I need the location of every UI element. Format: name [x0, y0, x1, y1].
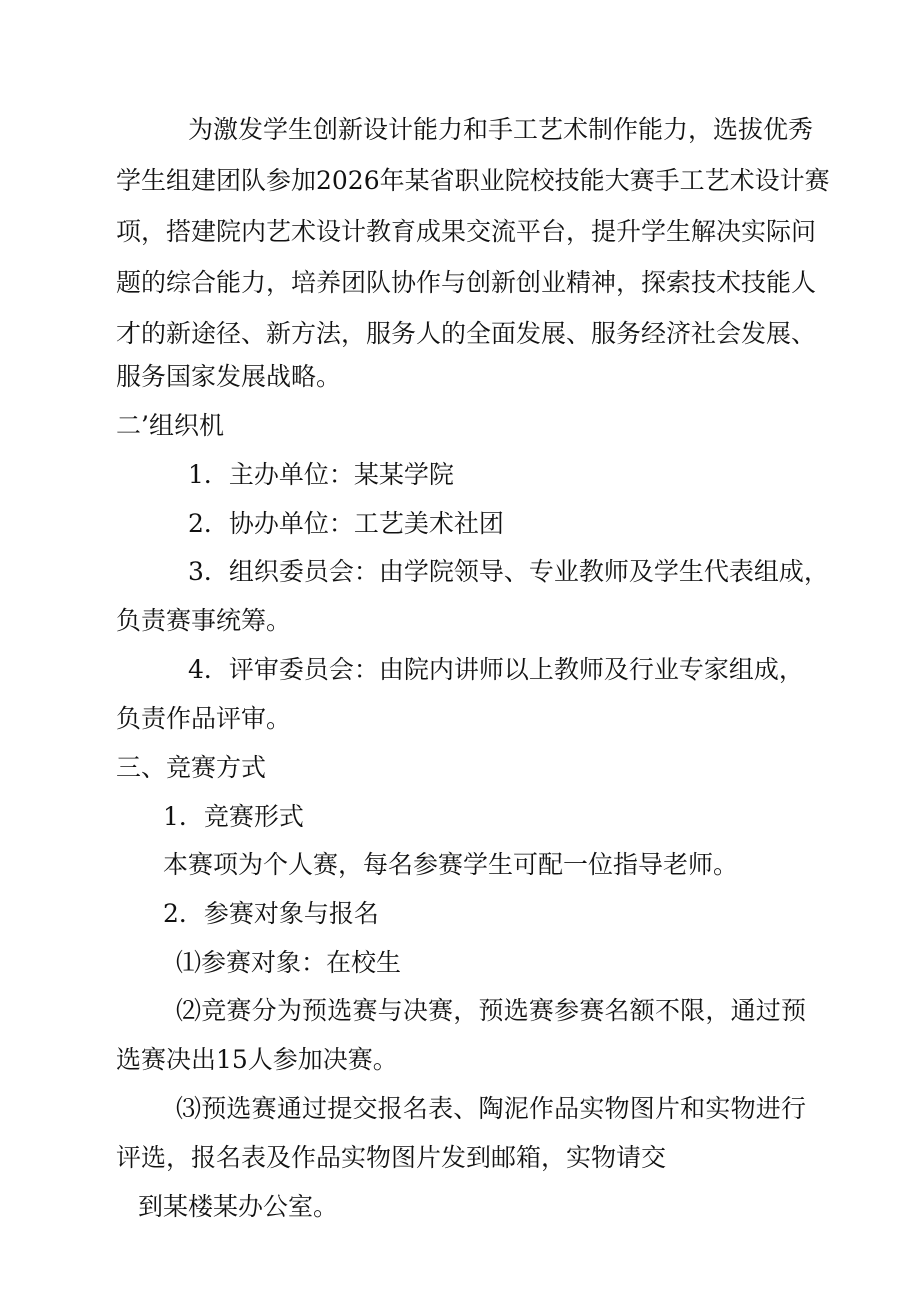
intro-line-2: 学生组建团队参加2026年某省职业院校技能大赛手工艺术设计赛 [116, 166, 830, 195]
section3-sub2-line-3: 选赛决出15人参加决赛。 [116, 1045, 398, 1074]
section2-item-4-cont: 负责作品评审。 [116, 704, 292, 733]
section3-sub2-line-2: ⑵竞赛分为预选赛与决赛，预选赛参赛名额不限，通过预 [176, 996, 806, 1025]
section2-item-4: 4．评审委员会：由院内讲师以上教师及行业专家组成， [188, 655, 804, 684]
section2-heading: 二’组织机 [116, 411, 224, 440]
section2-item-3-cont: 负责赛事统筹。 [116, 606, 292, 635]
intro-line-1: 为激发学生创新设计能力和手工艺术制作能力，选拔优秀 [188, 115, 814, 144]
intro-line-4: 题的综合能力，培养团队协作与创新创业精神，探索技术技能人 [116, 268, 817, 297]
section2-item-1: 1．主办单位：某某学院 [188, 460, 454, 489]
intro-line-3: 项，搭建院内艺术设计教育成果交流平台，提升学生解决实际问 [116, 217, 817, 246]
intro-line-5: 才的新途径、新方法，服务人的全面发展、服务经济社会发展、 [116, 319, 817, 348]
section3-sub1-title: 1．竞赛形式 [163, 802, 304, 831]
section3-sub2-line-6: 到某楼某办公室。 [138, 1192, 339, 1221]
section2-item-3: 3．组织委员会：由学院领导、专业教师及学生代表组成， [188, 557, 829, 586]
section3-sub2-title: 2．参赛对象与报名 [163, 899, 379, 928]
intro-line-6: 服务国家发展战略。 [116, 362, 342, 391]
section3-sub2-line-5: 评选，报名表及作品实物图片发到邮箱，实物请交 [116, 1143, 667, 1172]
section3-sub2-line-4: ⑶预选赛通过提交报名表、陶泥作品实物图片和实物进行 [176, 1094, 806, 1123]
section2-item-2: 2．协办单位：工艺美术社团 [188, 509, 504, 538]
section3-sub1-text: 本赛项为个人赛，每名参赛学生可配一位指导老师。 [163, 850, 739, 879]
section3-sub2-line-1: ⑴参赛对象：在校生 [176, 948, 402, 977]
section3-heading: 三、竞赛方式 [116, 753, 267, 782]
